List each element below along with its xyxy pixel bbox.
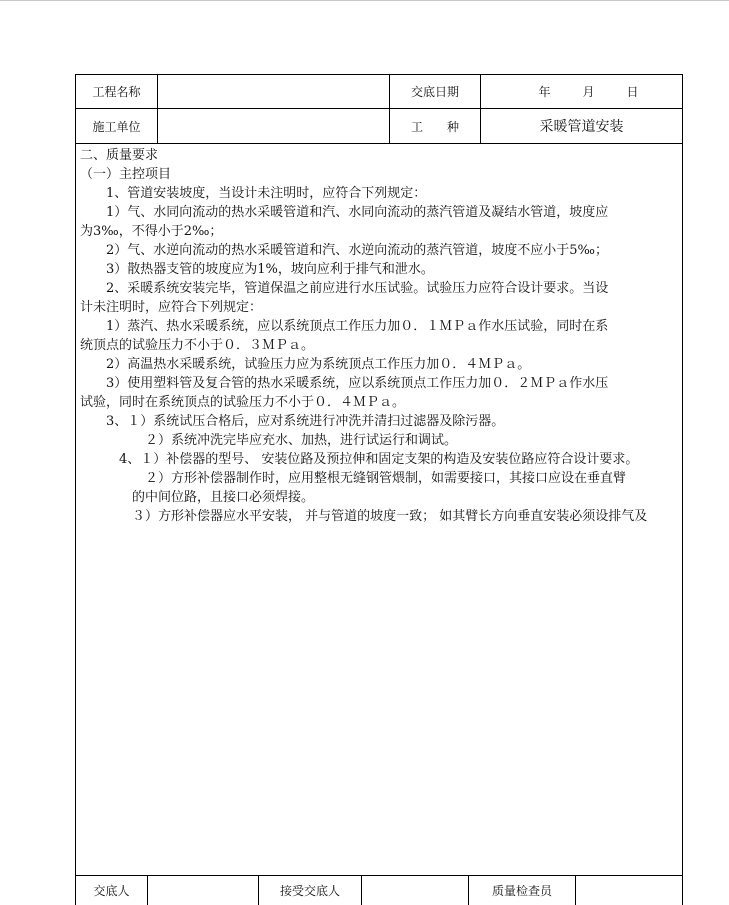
content-line: 4、１）补偿器的型号、 安装位路及预拉伸和固定支架的构造及安装位路应符合设计要求。 [80, 452, 639, 467]
content-line: 统顶点的试验压力不小于０．３ＭＰａ。 [80, 338, 315, 353]
date-year: 年 [538, 85, 551, 99]
content-line: 计未注明时，应符合下列规定： [80, 300, 263, 315]
handover-person-label: 交底人 [93, 884, 130, 898]
content-line: （一）主控项目 [80, 167, 172, 182]
handover-person-signature[interactable] [148, 876, 258, 905]
content-line: 2）高温热水采暖系统，试验压力应为系统顶点工作压力加０．４ＭＰａ。 [80, 357, 531, 372]
header-bottom-divider [75, 143, 683, 144]
content-line: 试验，同时在系统顶点的试验压力不小于０．４ＭＰａ。 [80, 395, 406, 410]
content-line: ３）方形补偿器应水平安装， 并与管道的坡度一致； 如其臂长方向垂直安装必须设排气及 [80, 509, 648, 524]
quality-inspector-signature[interactable] [576, 876, 682, 905]
top-rule [0, 0, 729, 1]
trade-label: 工 种 [410, 119, 459, 134]
content-line: 3）散热器支管的坡度应为1%，坡向应利于排气和泄水。 [80, 262, 434, 277]
content-line: 二、质量要求 [80, 148, 159, 163]
content-line: 2）气、水逆向流动的热水采暖管道和汽、水逆向流动的蒸汽管道，坡度不应小于5‰； [80, 243, 608, 258]
content-line: 1、管道安装坡度，当设计未注明时，应符合下列规定： [80, 186, 427, 201]
table-left-border [75, 74, 76, 905]
content-line: ２）系统冲洗完毕应充水、加热，进行试运行和调试。 [80, 433, 458, 448]
content-line: 1）蒸汽、热水采暖系统，应以系统顶点工作压力加０．１ＭＰａ作水压试验，同时在系 [80, 319, 609, 334]
project-name-label: 工程名称 [92, 85, 141, 99]
content-line: 2、采暖系统安装完毕，管道保温之前应进行水压试验。试验压力应符合设计要求。当设 [80, 281, 609, 296]
date-day: 日 [626, 85, 639, 99]
content-line: 3、１）系统试压合格后，应对系统进行冲洗并清扫过滤器及除污器。 [80, 414, 505, 429]
construction-unit-value[interactable] [158, 109, 389, 143]
receiver-label: 接受交底人 [279, 884, 340, 898]
table-right-border [682, 74, 683, 905]
trade-value: 采暖管道安装 [539, 119, 624, 135]
content-line: 为3‰，不得小于2‰； [80, 224, 223, 239]
content-line: 的中间位路，且接口必须焊接。 [80, 490, 315, 505]
project-name-value[interactable] [158, 75, 389, 108]
quality-requirements-body [80, 146, 680, 526]
content-line: ２）方形补偿器制作时，应用整根无缝钢管煨制，如需要接口，其接口应设在垂直臂 [80, 471, 627, 486]
content-line: 3）使用塑料管及复合管的热水采暖系统，应以系统顶点工作压力加０．２ＭＰａ作水压 [80, 376, 609, 391]
construction-unit-label: 施工单位 [92, 119, 141, 134]
handover-date-label: 交底日期 [410, 85, 459, 99]
quality-inspector-label: 质量检查员 [491, 884, 552, 898]
date-month: 月 [582, 85, 595, 99]
handover-date-value[interactable] [481, 75, 682, 108]
receiver-signature[interactable] [362, 876, 468, 905]
content-line: 1）气、水同向流动的热水采暖管道和汽、水同向流动的蒸汽管道及凝结水管道，坡度应 [80, 205, 609, 220]
